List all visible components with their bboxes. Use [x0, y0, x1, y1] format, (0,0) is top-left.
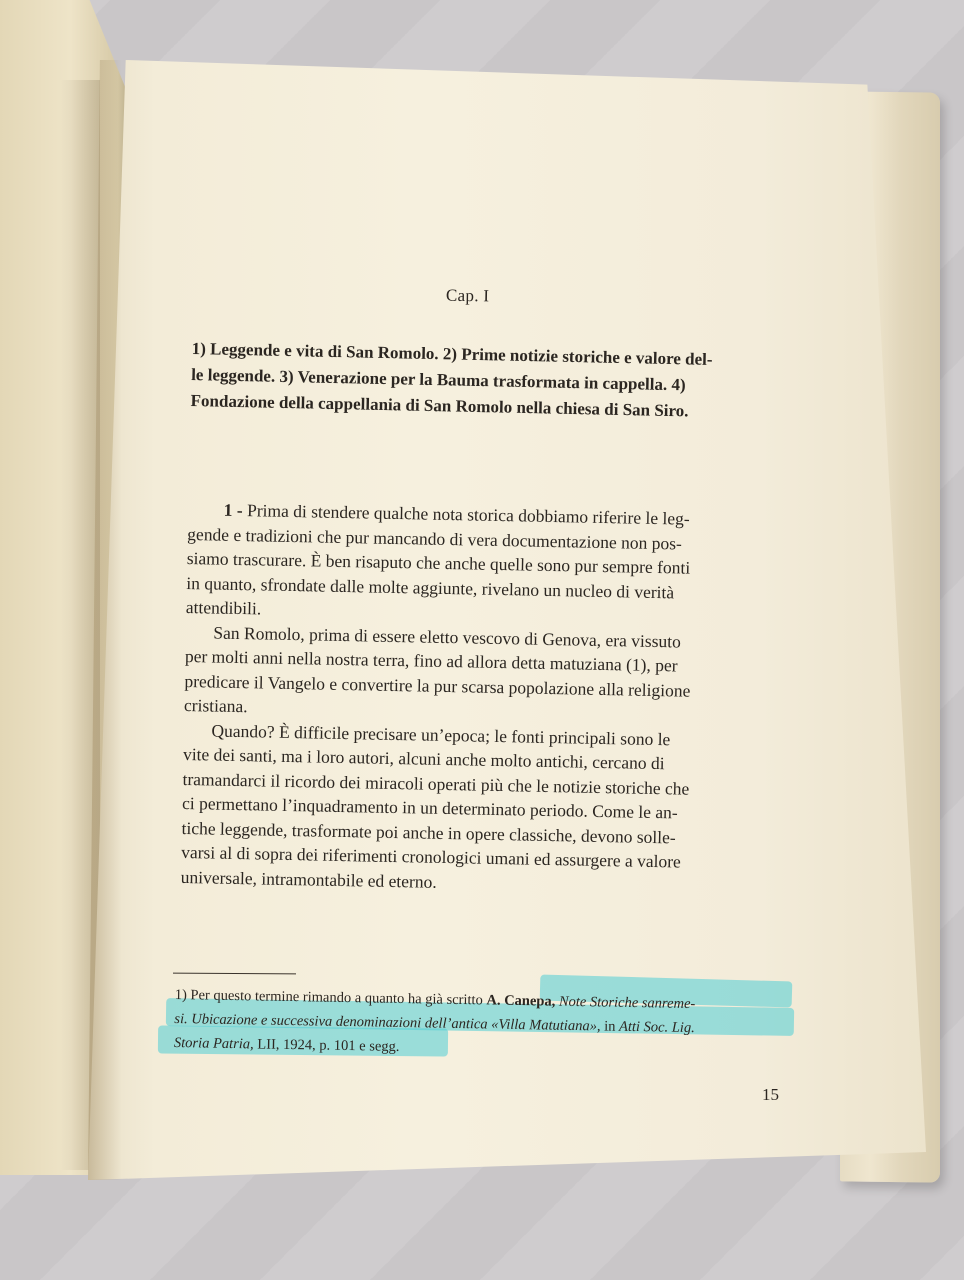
body-line: per molti anni nella nostra terra, fino ad allora detta matuziana (1), per — [184, 645, 678, 676]
footnote-journal: Storia Patria, — [173, 1034, 254, 1053]
footnote — [174, 983, 795, 1066]
body-line: in quanto, sfrondate dalle molte aggiunte, rivelano un nucleo di verità — [186, 572, 675, 602]
footnote-text: 1) Per questo termine rimando a quanto ha già scritto — [174, 986, 487, 1009]
body-line: gende e tradizioni che pur mancando di vera documentazione non pos- — [187, 523, 683, 553]
chapter-headings — [190, 336, 762, 426]
body-line: attendibili. — [185, 596, 262, 619]
body-line: vite dei santi, ma i loro autori, alcuni anche molto antichi, cercano di — [182, 743, 665, 774]
heading-line: 1) Leggende e vita di San Romolo. 2) Prime notizie storiche e valore del- — [191, 338, 713, 369]
footnote-text: LII, 1924, p. 101 e segg. — [253, 1036, 400, 1055]
body-line: ci permettano l’inquadramento in un determinato periodo. Come le an- — [181, 792, 678, 823]
body-text — [180, 497, 777, 900]
body-line: siamo trascurare. È ben risaputo che anche quelle sono pur sempre fonti — [186, 547, 691, 578]
footnote-text: in — [600, 1018, 620, 1035]
body-line: predicare il Vangelo e convertire la pur scarsa popolazione alla religione — [184, 670, 691, 701]
heading-line: le leggende. 3) Venerazione per la Bauma trasformata in cappella. 4) — [190, 364, 686, 395]
body-line: varsi al di sopra dei riferimenti cronologici umani ed assurgere a valore — [180, 841, 682, 872]
footnote-divider — [173, 973, 296, 975]
body-line: tramandarci il ricordo dei miracoli operati più che le notizie storiche che — [182, 768, 690, 799]
body-line-text: Prima di stendere qualche nota storica dobbiamo riferire le leg- — [242, 500, 690, 529]
body-line: Quando? È difficile precisare un’epoca; le fonti principali sono le — [211, 719, 671, 749]
footnote-title: si. Ubicazione e successiva denominazioni dell’antica «Villa Matutiana», — [174, 1010, 601, 1035]
section-number: 1 - — [223, 499, 243, 521]
body-line: cristiana. — [183, 694, 248, 717]
chapter-title: Cap. I — [445, 285, 490, 306]
footnote-author: A. Canepa, — [486, 992, 556, 1010]
heading-line: Fondazione della cappellania di San Romolo nella chiesa di San Siro. — [190, 390, 689, 421]
footnote-title: Note Storiche sanreme- — [555, 993, 696, 1013]
body-line: tiche leggende, trasformate poi anche in opere classiche, devono solle- — [181, 817, 676, 847]
page-number: 15 — [762, 1085, 779, 1104]
body-line: San Romolo, prima di essere eletto vescovo di Genova, era vissuto — [213, 622, 682, 651]
footnote-journal: Atti Soc. Lig. — [618, 1018, 695, 1037]
body-line: universale, intramontabile ed eterno. — [180, 866, 437, 892]
